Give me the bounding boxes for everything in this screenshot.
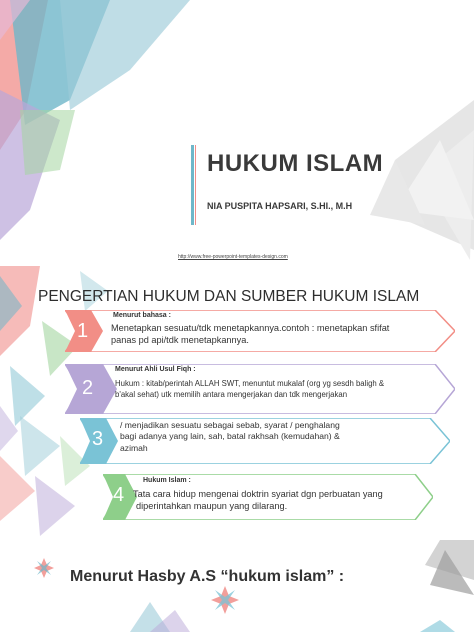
item-1-text-line: panas pd api/tdk menetapkannya. [111,335,249,346]
definition-slide [0,266,474,540]
item-4-text-line: Tata cara hidup mengenai doktrin syariat dgn perbuatan yang [133,489,383,499]
title-accent-line [195,145,196,225]
item-2-heading: Menurut Ahli Usul Fiqh : [115,366,196,373]
item-2-text-line: Hukum : kitab/perintah ALLAH SWT, menuntut mukalaf (org yg sesdh baligh & [115,379,385,388]
item-2 [65,364,455,414]
item-4-heading: Hukum Islam : [143,477,191,484]
template-link[interactable]: http://www.free-powerpoint-templates-design.com [178,254,288,260]
title-accent-bar [191,145,194,225]
slide-title: Menurut Hasby A.S “hukum islam” : [70,568,345,585]
item-4-number: 4 [113,484,125,506]
slide-subtitle: NIA PUSPITA HAPSARI, S.HI., M.H [207,201,353,211]
item-4 [103,474,433,520]
item-1-text-line: Menetapkan sesuatu/tdk menetapkannya.contoh : menetapkan sfifat [111,323,390,333]
item-4-text-line: diperintahkan maupun yang dilarang. [136,501,288,512]
decorative-stars [0,540,474,632]
item-3-text-line: / menjadikan sesuatu sebagai sebab, syarat / penghalang [120,420,340,430]
item-1 [65,310,455,352]
quote-slide [0,540,474,632]
item-3 [80,418,450,464]
title-slide [0,0,474,266]
item-1-number: 1 [77,320,89,342]
item-3-number: 3 [92,428,104,450]
item-2-number: 2 [82,377,94,399]
slide-title: PENGERTIAN HUKUM DAN SUMBER HUKUM ISLAM [38,288,420,305]
item-3-text-line: bagi adanya yang lain, sah, batal rakhsah (kemudahan) & [120,431,340,442]
decorative-petals-right [0,0,474,266]
item-3-text-line: azimah [120,442,148,453]
item-1-heading: Menurut bahasa : [113,312,171,319]
item-2-text-line: b'akal sehat) utk memilih antara mengerjakan dan tdk mengerjakan [115,389,348,399]
slide-title: HUKUM ISLAM [207,150,384,177]
